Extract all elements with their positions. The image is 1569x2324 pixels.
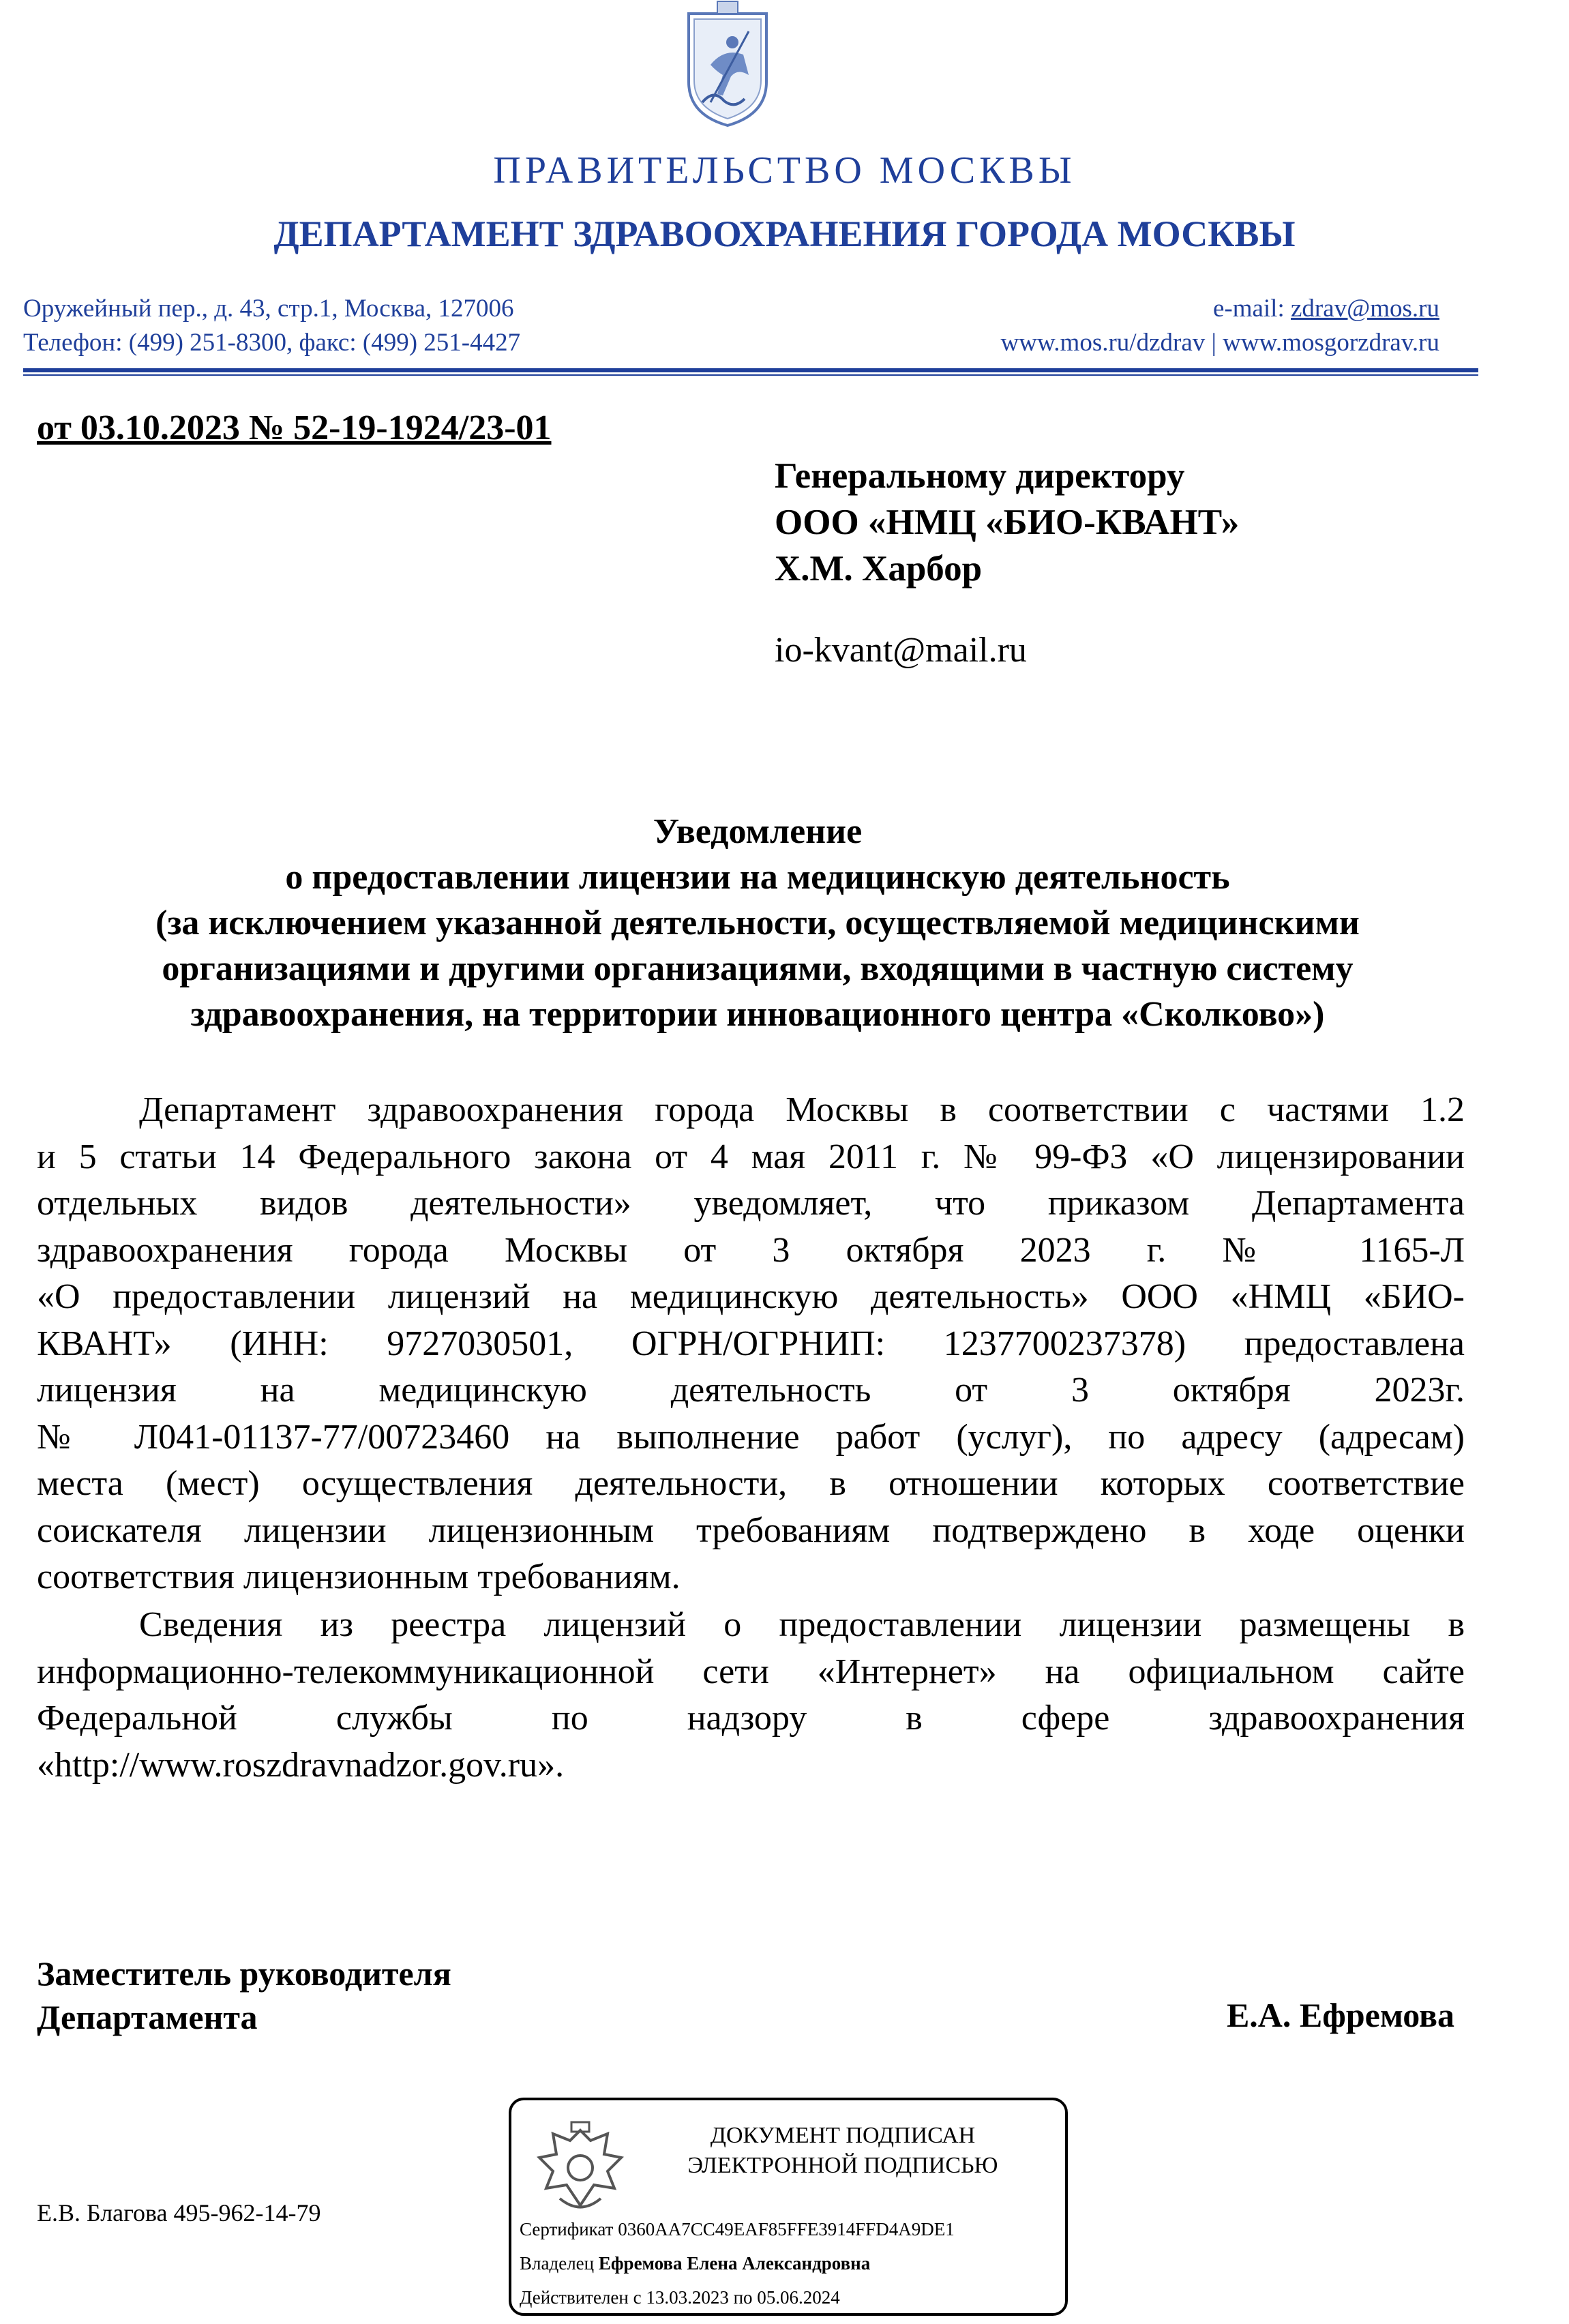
addressee-company: ООО «НМЦ «БИО-КВАНТ» xyxy=(775,503,1240,542)
paragraph-line: Федеральной службы по надзору в сфере здравоохранения xyxy=(37,1699,1465,1738)
paragraph-line: Сведения из реестра лицензий о предоставлении лицензии размещены в xyxy=(139,1605,1465,1644)
email-label: e-mail: xyxy=(1212,295,1291,323)
certificate-label: Сертификат xyxy=(520,2219,618,2239)
paragraph-line: места (мест) осуществления деятельности, в отношении которых соответствие xyxy=(37,1464,1465,1503)
signer-position xyxy=(37,1952,451,2039)
title-line: о предоставлении лицензии на медицинскую деятельность xyxy=(285,858,1230,897)
paragraph-line: лицензия на медицинскую деятельность от 3 октября 2023г. xyxy=(37,1371,1465,1410)
certificate-number: 0360AA7CC49EAF85FFE3914FFD4A9DE1 xyxy=(618,2219,955,2239)
contact-block-left xyxy=(23,292,520,360)
stamp-heading-line: ЭЛЕКТРОННОЙ ПОДПИСЬЮ xyxy=(687,2153,998,2178)
contact-block-right xyxy=(1001,292,1439,360)
email-link[interactable]: zdrav@mos.ru xyxy=(1291,295,1439,323)
paragraph-line: Департамент здравоохранения города Москвы в соответствии с частями 1.2 xyxy=(139,1090,1465,1129)
addressee-name: Х.М. Харбор xyxy=(775,549,983,589)
addressee-email: io-kvant@mail.ru xyxy=(775,631,1027,670)
electronic-signature-stamp xyxy=(509,2098,1068,2316)
stamp-heading-line: ДОКУМЕНТ ПОДПИСАН xyxy=(710,2123,976,2148)
paragraph-line: № Л041-01137-77/00723460 на выполнение работ (услуг), по адресу (адресам) xyxy=(37,1417,1465,1457)
executor-contact: Е.В. Благова 495-962-14-79 xyxy=(37,2199,321,2226)
paragraph-line: «О предоставлении лицензий на медицинскую деятельность» ООО «НМЦ «БИО- xyxy=(37,1277,1465,1316)
header-divider xyxy=(23,368,1478,372)
stamp-validity: Действителен с 13.03.2023 по 05.06.2024 xyxy=(520,2287,840,2308)
department-title: ДЕПАРТАМЕНТ ЗДРАВООХРАНЕНИЯ ГОРОДА МОСКВЫ xyxy=(273,213,1296,254)
document-reference: от 03.10.2023 № 52-19-1924/23-01 xyxy=(37,408,552,447)
address: Оружейный пер., д. 43, стр.1, Москва, 127006 xyxy=(23,295,514,323)
owner-label: Владелец xyxy=(520,2253,599,2274)
signer-position-line: Заместитель руководителя xyxy=(37,1954,451,1993)
paragraph-line: соискателя лицензии лицензионным требованиям подтверждено в ходе оценки xyxy=(37,1510,1465,1550)
body-paragraph-1 xyxy=(37,1087,1465,1601)
title-line: Уведомление xyxy=(653,812,863,851)
owner-name: Ефремова Елена Александровна xyxy=(598,2253,871,2274)
stamp-certificate xyxy=(520,2219,955,2240)
phone: Телефон: (499) 251-8300, факс: (499) 251-4427 xyxy=(23,329,521,357)
email-line xyxy=(1001,292,1439,326)
title-line: (за исключением указанной деятельности, осуществляемой медицинскими xyxy=(155,904,1360,942)
paragraph-line: здравоохранения города Москвы от 3 октября 2023 г. № 1165-Л xyxy=(37,1230,1465,1270)
russian-eagle-emblem-icon xyxy=(529,2117,631,2219)
paragraph-line: «http://www.roszdravnadzor.gov.ru». xyxy=(37,1745,565,1785)
government-title: ПРАВИТЕЛЬСТВО МОСКВЫ xyxy=(493,149,1076,192)
header-divider-thin xyxy=(23,374,1478,376)
stamp-owner xyxy=(520,2253,870,2274)
document-title xyxy=(37,809,1478,1037)
title-line: организациями и другими организациями, входящими в частную систему xyxy=(162,949,1354,988)
stamp-heading xyxy=(631,2121,1054,2181)
signer-name: Е.А. Ефремова xyxy=(1226,1996,1454,2034)
addressee-position: Генеральному директору xyxy=(775,456,1185,496)
title-line: здравоохранения, на территории инновационного центра «Сколково») xyxy=(190,995,1325,1034)
signer-position-line: Департамента xyxy=(37,1998,258,2036)
websites[interactable]: www.mos.ru/dzdrav | www.mosgorzdrav.ru xyxy=(1000,329,1439,357)
body-paragraph-2 xyxy=(37,1602,1465,1789)
paragraph-line: информационно-телекоммуникационной сети «Интернет» на официальном сайте xyxy=(37,1652,1465,1691)
paragraph-line: отдельных видов деятельности» уведомляет, что приказом Департамента xyxy=(37,1184,1465,1223)
moscow-coat-of-arms-icon xyxy=(683,0,772,128)
paragraph-line: соответствия лицензионным требованиям. xyxy=(37,1558,681,1596)
paragraph-line: КВАНТ» (ИНН: 9727030501, ОГРН/ОГРНИП: 1237700237378) предоставлена xyxy=(37,1324,1465,1363)
paragraph-line: и 5 статьи 14 Федерального закона от 4 мая 2011 г. № 99-ФЗ «О лицензировании xyxy=(37,1137,1465,1176)
